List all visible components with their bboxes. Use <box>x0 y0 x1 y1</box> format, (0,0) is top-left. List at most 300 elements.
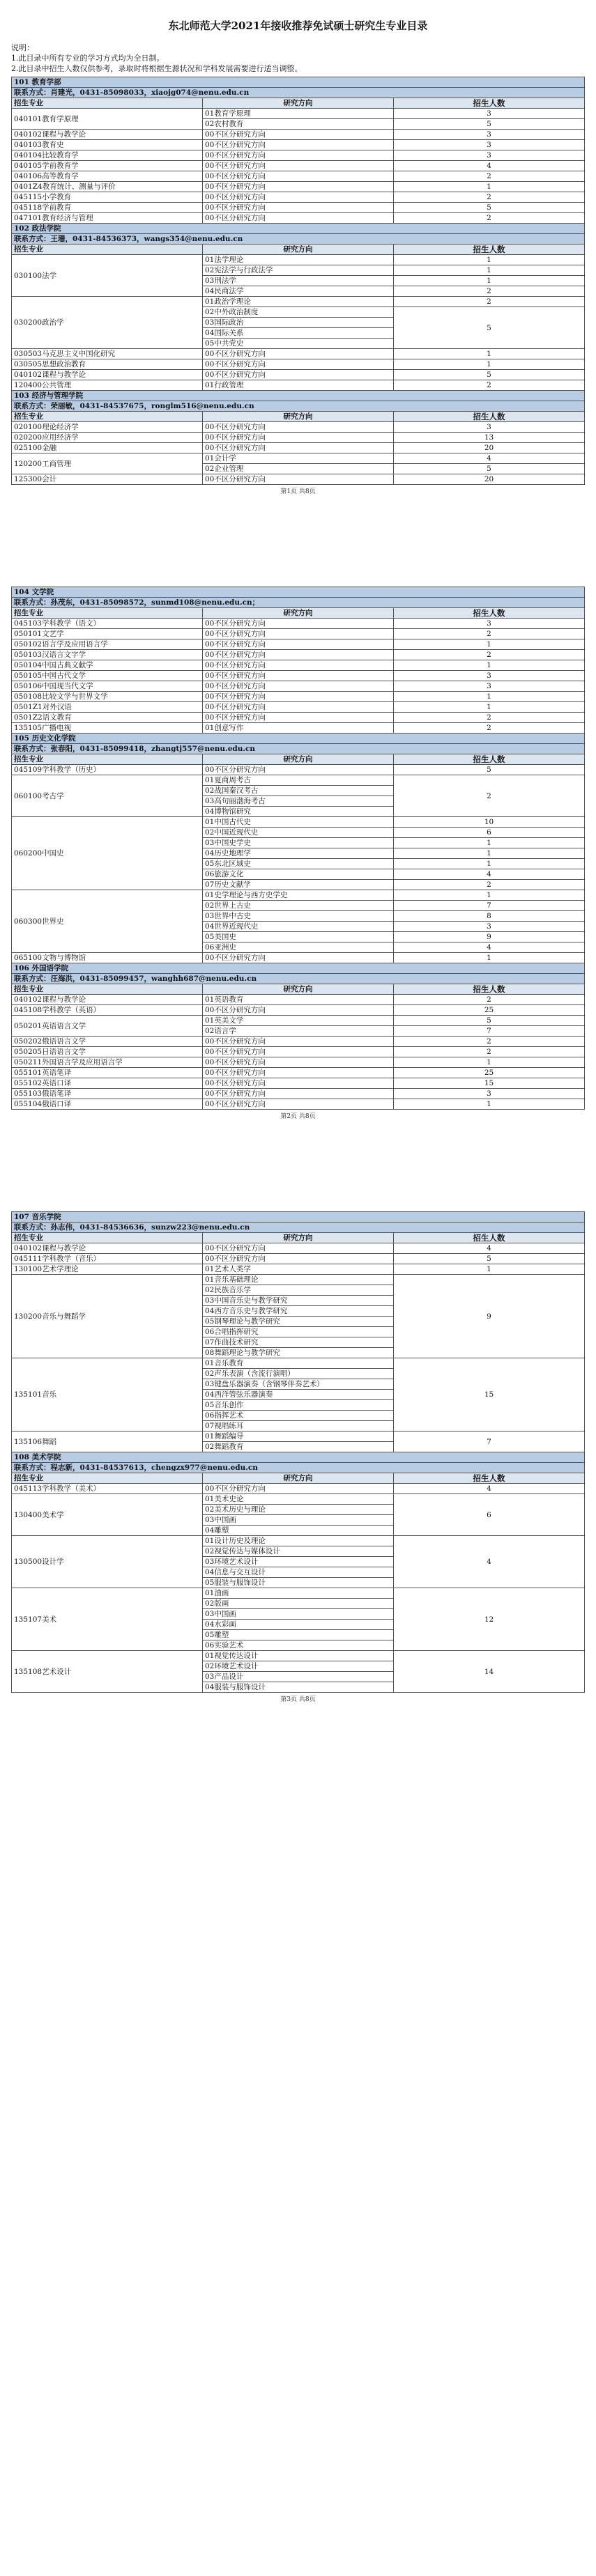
dept-row <box>12 391 585 401</box>
major-cell: 120400公共管理 <box>12 380 203 391</box>
direction-cell: 03环境艺术设计 <box>203 1557 394 1567</box>
table-row <box>12 453 585 464</box>
direction-cell: 00不区分研究方向 <box>203 1047 394 1057</box>
catalog-table <box>11 1211 585 1693</box>
count-cell: 2 <box>394 380 585 391</box>
count-cell: 2 <box>394 213 585 224</box>
count-cell: 3 <box>394 671 585 681</box>
count-cell: 4 <box>394 453 585 464</box>
table-row <box>12 203 585 213</box>
count-cell: 1 <box>394 276 585 286</box>
direction-cell: 04博物馆研究 <box>203 807 394 817</box>
direction-cell: 00不区分研究方向 <box>203 1243 394 1254</box>
count-cell: 5 <box>394 1016 585 1026</box>
direction-cell: 03中国音乐史与教学研究 <box>203 1296 394 1306</box>
major-cell: 055103俄语笔译 <box>12 1089 203 1099</box>
major-cell: 050105中国古代文学 <box>12 671 203 681</box>
dept-row <box>12 1212 585 1223</box>
table-header-row <box>12 1233 585 1243</box>
major-cell: 040102课程与教学论 <box>12 370 203 380</box>
document-title: 东北师范大学2021年接收推荐免试硕士研究生专业目录 <box>168 20 428 32</box>
header-direction: 研究方向 <box>203 984 394 995</box>
major-cell: 120200工商管理 <box>12 453 203 474</box>
dept-row <box>12 77 585 88</box>
count-cell: 8 <box>394 911 585 922</box>
direction-cell: 05美国史 <box>203 932 394 942</box>
major-cell: 130400美术学 <box>12 1494 203 1536</box>
direction-cell: 07历史文献学 <box>203 880 394 890</box>
direction-cell: 01法学理论 <box>203 255 394 265</box>
table-row <box>12 380 585 391</box>
major-cell: 050104中国古典文献学 <box>12 660 203 671</box>
count-cell: 7 <box>394 1431 585 1452</box>
count-cell: 2 <box>394 1047 585 1057</box>
count-cell: 3 <box>394 109 585 119</box>
direction-cell: 00不区分研究方向 <box>203 1089 394 1099</box>
major-cell: 050202俄语语言文学 <box>12 1037 203 1047</box>
table-row <box>12 255 585 265</box>
table-row <box>12 1358 585 1369</box>
count-cell: 4 <box>394 1536 585 1588</box>
table-row <box>12 1431 585 1442</box>
table-row <box>12 1264 585 1275</box>
direction-cell: 00不区分研究方向 <box>203 474 394 485</box>
header-direction: 研究方向 <box>203 245 394 255</box>
direction-cell: 00不区分研究方向 <box>203 692 394 702</box>
major-cell: 050103汉语言文字学 <box>12 650 203 660</box>
count-cell: 1 <box>394 255 585 265</box>
count-cell: 5 <box>394 203 585 213</box>
major-cell: 045115小学教育 <box>12 192 203 203</box>
count-cell: 2 <box>394 713 585 723</box>
header-direction: 研究方向 <box>203 412 394 422</box>
direction-cell: 06旅游文化 <box>203 869 394 880</box>
direction-cell: 00不区分研究方向 <box>203 370 394 380</box>
dept-name: 101 教育学部 <box>12 77 585 88</box>
contact-row <box>12 401 585 412</box>
table-row <box>12 671 585 681</box>
direction-cell: 06指挥艺术 <box>203 1411 394 1421</box>
count-cell: 1 <box>394 838 585 848</box>
count-cell: 5 <box>394 464 585 474</box>
table-row <box>12 639 585 650</box>
count-cell: 13 <box>394 433 585 443</box>
major-cell: 135101音乐 <box>12 1358 203 1431</box>
table-row <box>12 1243 585 1254</box>
note-line: 1.此目录中所有专业的学习方式均为全日制。 <box>11 54 165 63</box>
count-cell: 10 <box>394 817 585 828</box>
count-cell: 3 <box>394 140 585 150</box>
direction-cell: 02中国近现代史 <box>203 828 394 838</box>
major-cell: 050201英语语言文学 <box>12 1016 203 1037</box>
direction-cell: 01教育学原理 <box>203 109 394 119</box>
count-cell: 6 <box>394 828 585 838</box>
direction-cell: 02美术历史与理论 <box>203 1505 394 1515</box>
table-row <box>12 681 585 692</box>
direction-cell: 02宪法学与行政法学 <box>203 265 394 276</box>
direction-cell: 03中国史学史 <box>203 838 394 848</box>
header-count: 招生人数 <box>394 98 585 109</box>
table-row <box>12 1651 585 1661</box>
catalog-table <box>11 587 585 1110</box>
count-cell: 2 <box>394 1037 585 1047</box>
count-cell: 6 <box>394 1494 585 1536</box>
direction-cell: 02企业管理 <box>203 464 394 474</box>
dept-contact: 联系方式：程志新，0431-84537613，chengzx977@nenu.edu.cn <box>12 1463 585 1473</box>
contact-row <box>12 1463 585 1473</box>
direction-cell: 03产品设计 <box>203 1672 394 1682</box>
direction-cell: 02语言学 <box>203 1026 394 1037</box>
count-cell: 2 <box>394 775 585 817</box>
table-row <box>12 995 585 1005</box>
count-cell: 4 <box>394 161 585 171</box>
count-cell: 14 <box>394 1651 585 1693</box>
table-row <box>12 1089 585 1099</box>
header-major: 招生专业 <box>12 412 203 422</box>
count-cell: 1 <box>394 349 585 359</box>
direction-cell: 01中国古代史 <box>203 817 394 828</box>
catalog-pages <box>11 77 585 1707</box>
count-cell: 2 <box>394 286 585 297</box>
direction-cell: 03刑法学 <box>203 276 394 286</box>
direction-cell: 01英美文学 <box>203 1016 394 1026</box>
contact-row <box>12 744 585 754</box>
direction-cell: 00不区分研究方向 <box>203 671 394 681</box>
header-major: 招生专业 <box>12 1473 203 1484</box>
direction-cell: 04西洋管弦乐器演奏 <box>203 1390 394 1400</box>
count-cell: 1 <box>394 953 585 963</box>
direction-cell: 00不区分研究方向 <box>203 1099 394 1110</box>
major-cell: 040102课程与教学论 <box>12 995 203 1005</box>
major-cell: 040104比较教育学 <box>12 150 203 161</box>
table-row <box>12 161 585 171</box>
direction-cell: 01音乐教育 <box>203 1358 394 1369</box>
table-header-row <box>12 98 585 109</box>
header-major: 招生专业 <box>12 754 203 765</box>
table-row <box>12 130 585 140</box>
table-row <box>12 422 585 433</box>
direction-cell: 00不区分研究方向 <box>203 433 394 443</box>
count-cell: 2 <box>394 723 585 734</box>
table-row <box>12 650 585 660</box>
major-cell: 135106舞蹈 <box>12 1431 203 1452</box>
note-line: 2.此目录中招生人数仅供参考，录取时将根据生源状况和学科发展需要进行适当调整。 <box>11 64 303 73</box>
dept-contact: 联系方式：王珊，0431-84536373，wangs354@nenu.edu.cn <box>12 234 585 245</box>
page-footer: 第3页 共8页 <box>280 1696 316 1703</box>
major-cell: 135107美术 <box>12 1588 203 1651</box>
major-cell: 130500设计学 <box>12 1536 203 1588</box>
count-cell: 5 <box>394 1254 585 1264</box>
table-row <box>12 619 585 629</box>
count-cell: 1 <box>394 660 585 671</box>
major-cell: 050211外国语言学及应用语言学 <box>12 1057 203 1068</box>
count-cell: 2 <box>394 880 585 890</box>
direction-cell: 04水彩画 <box>203 1620 394 1630</box>
direction-cell: 04信息与交互设计 <box>203 1567 394 1578</box>
direction-cell: 00不区分研究方向 <box>203 359 394 370</box>
direction-cell: 00不区分研究方向 <box>203 130 394 140</box>
dept-name: 106 外国语学院 <box>12 963 585 974</box>
direction-cell: 04民商法学 <box>203 286 394 297</box>
direction-cell: 00不区分研究方向 <box>203 619 394 629</box>
direction-cell: 03中国画 <box>203 1515 394 1526</box>
major-cell: 055104俄语口译 <box>12 1099 203 1110</box>
count-cell: 1 <box>394 890 585 901</box>
direction-cell: 03国际政治 <box>203 318 394 328</box>
direction-cell: 03高句丽渤海考古 <box>203 796 394 807</box>
direction-cell: 00不区分研究方向 <box>203 443 394 453</box>
header-direction: 研究方向 <box>203 754 394 765</box>
table-row <box>12 702 585 713</box>
major-cell: 040106高等教育学 <box>12 171 203 182</box>
header-direction: 研究方向 <box>203 1473 394 1484</box>
major-cell: 030505思想政治教育 <box>12 359 203 370</box>
major-cell: 050108比较文学与世界文学 <box>12 692 203 702</box>
count-cell: 5 <box>394 765 585 775</box>
count-cell: 5 <box>394 307 585 349</box>
major-cell: 030100法学 <box>12 255 203 297</box>
dept-name: 105 历史文化学院 <box>12 734 585 744</box>
dept-row <box>12 587 585 598</box>
count-cell: 9 <box>394 932 585 942</box>
major-cell: 050102语言学及应用语言学 <box>12 639 203 650</box>
direction-cell: 03中国画 <box>203 1609 394 1620</box>
table-row <box>12 775 585 786</box>
table-row <box>12 1588 585 1599</box>
dept-name: 102 政法学院 <box>12 224 585 234</box>
notes <box>11 42 585 74</box>
page-gap <box>11 499 585 587</box>
major-cell: 050205日语语言文学 <box>12 1047 203 1057</box>
dept-contact: 联系方式：张春阳，0431-85099418，zhangtj557@nenu.edu.cn <box>12 744 585 754</box>
table-row <box>12 1078 585 1089</box>
direction-cell: 01英语教育 <box>203 995 394 1005</box>
count-cell: 3 <box>394 922 585 932</box>
table-row <box>12 629 585 639</box>
count-cell: 9 <box>394 1275 585 1358</box>
direction-cell: 00不区分研究方向 <box>203 1484 394 1494</box>
major-cell: 020100理论经济学 <box>12 422 203 433</box>
contact-row <box>12 974 585 984</box>
major-cell: 130100艺术学理论 <box>12 1264 203 1275</box>
contact-row <box>12 598 585 608</box>
direction-cell: 01美术史论 <box>203 1494 394 1505</box>
direction-cell: 00不区分研究方向 <box>203 349 394 359</box>
direction-cell: 00不区分研究方向 <box>203 140 394 150</box>
contact-row <box>12 1223 585 1233</box>
count-cell: 4 <box>394 1484 585 1494</box>
major-cell: 130200音乐与舞蹈学 <box>12 1275 203 1358</box>
major-cell: 045109学科教学（历史） <box>12 765 203 775</box>
direction-cell: 00不区分研究方向 <box>203 1057 394 1068</box>
page-footer: 第2页 共8页 <box>280 1113 316 1120</box>
direction-cell: 04服装与服饰设计 <box>203 1682 394 1693</box>
direction-cell: 04历史地理学 <box>203 848 394 859</box>
direction-cell: 01艺术人类学 <box>203 1264 394 1275</box>
table-row <box>12 1016 585 1026</box>
direction-cell: 02舞蹈教育 <box>203 1442 394 1452</box>
page-gap <box>11 1124 585 1211</box>
major-cell: 055101英语笔译 <box>12 1068 203 1078</box>
major-cell: 045108学科教学（英语） <box>12 1005 203 1016</box>
direction-cell: 01行政管理 <box>203 380 394 391</box>
direction-cell: 00不区分研究方向 <box>203 213 394 224</box>
direction-cell: 01舞蹈编导 <box>203 1431 394 1442</box>
table-header-row <box>12 1473 585 1484</box>
direction-cell: 06亚洲史 <box>203 942 394 953</box>
major-cell: 045111学科教学（音乐） <box>12 1254 203 1264</box>
direction-cell: 02版画 <box>203 1599 394 1609</box>
direction-cell: 01会计学 <box>203 453 394 464</box>
count-cell: 2 <box>394 995 585 1005</box>
dept-name: 107 音乐学院 <box>12 1212 585 1223</box>
direction-cell: 02世界上古史 <box>203 901 394 911</box>
contact-row <box>12 88 585 98</box>
major-cell: 040101教育学原理 <box>12 109 203 130</box>
count-cell: 15 <box>394 1078 585 1089</box>
count-cell: 4 <box>394 1243 585 1254</box>
count-cell: 2 <box>394 297 585 307</box>
major-cell: 135105广播电视 <box>12 723 203 734</box>
major-cell: 040103教育史 <box>12 140 203 150</box>
count-cell: 3 <box>394 619 585 629</box>
table-row <box>12 370 585 380</box>
direction-cell: 01设计历史及理论 <box>203 1536 394 1546</box>
direction-cell: 03世界中古史 <box>203 911 394 922</box>
dept-contact: 联系方式：肖建光，0431-85098033，xiaojg074@nenu.edu.cn <box>12 88 585 98</box>
direction-cell: 05服装与服饰设计 <box>203 1578 394 1588</box>
table-row <box>12 349 585 359</box>
count-cell: 2 <box>394 650 585 660</box>
table-row <box>12 171 585 182</box>
table-row <box>12 723 585 734</box>
table-row <box>12 1057 585 1068</box>
dept-name: 103 经济与管理学院 <box>12 391 585 401</box>
direction-cell: 02民族音乐学 <box>203 1285 394 1296</box>
direction-cell: 00不区分研究方向 <box>203 629 394 639</box>
table-row <box>12 297 585 307</box>
table-row <box>12 182 585 192</box>
header-count: 招生人数 <box>394 608 585 619</box>
major-cell: 045103学科教学（语文） <box>12 619 203 629</box>
table-row <box>12 765 585 775</box>
direction-cell: 00不区分研究方向 <box>203 182 394 192</box>
major-cell: 060100考古学 <box>12 775 203 817</box>
direction-cell: 00不区分研究方向 <box>203 681 394 692</box>
direction-cell: 00不区分研究方向 <box>203 1037 394 1047</box>
count-cell: 1 <box>394 1057 585 1068</box>
dept-contact: 联系方式：孙志伟，0431-84536636，sunzw223@nenu.edu.cn <box>12 1223 585 1233</box>
count-cell: 20 <box>394 443 585 453</box>
table-row <box>12 692 585 702</box>
count-cell: 1 <box>394 702 585 713</box>
header-count: 招生人数 <box>394 754 585 765</box>
direction-cell: 00不区分研究方向 <box>203 171 394 182</box>
table-row <box>12 109 585 119</box>
direction-cell: 01音乐基础理论 <box>203 1275 394 1285</box>
table-row <box>12 1494 585 1505</box>
count-cell: 1 <box>394 639 585 650</box>
direction-cell: 01政治学理论 <box>203 297 394 307</box>
table-row <box>12 433 585 443</box>
direction-cell: 00不区分研究方向 <box>203 1254 394 1264</box>
major-cell: 025100金融 <box>12 443 203 453</box>
count-cell: 1 <box>394 848 585 859</box>
dept-contact: 联系方式：荣丽敏，0431-84537675，ronglm516@nenu.edu.cn <box>12 401 585 412</box>
dept-row <box>12 1452 585 1463</box>
catalog-table <box>11 77 585 485</box>
table-row <box>12 1037 585 1047</box>
count-cell: 3 <box>394 150 585 161</box>
header-count: 招生人数 <box>394 245 585 255</box>
direction-cell: 02中外政治制度 <box>203 307 394 318</box>
direction-cell: 04雕塑 <box>203 1526 394 1536</box>
direction-cell: 06合唱指挥研究 <box>203 1327 394 1337</box>
count-cell: 1 <box>394 265 585 276</box>
major-cell: 065100文物与博物馆 <box>12 953 203 963</box>
major-cell: 0401Z4教育统计、测量与评价 <box>12 182 203 192</box>
table-row <box>12 140 585 150</box>
direction-cell: 00不区分研究方向 <box>203 203 394 213</box>
table-row <box>12 1536 585 1546</box>
header-major: 招生专业 <box>12 984 203 995</box>
header-count: 招生人数 <box>394 1473 585 1484</box>
major-cell: 060300世界史 <box>12 890 203 953</box>
table-row <box>12 192 585 203</box>
count-cell: 1 <box>394 182 585 192</box>
direction-cell: 00不区分研究方向 <box>203 639 394 650</box>
direction-cell: 05音乐创作 <box>203 1400 394 1411</box>
table-row <box>12 1005 585 1016</box>
dept-contact: 联系方式：孙茂东，0431-85098572，sunmd108@nenu.edu.cn； <box>12 598 585 608</box>
direction-cell: 05钢琴理论与教学研究 <box>203 1317 394 1327</box>
table-row <box>12 953 585 963</box>
major-cell: 125300会计 <box>12 474 203 485</box>
direction-cell: 01夏商周考古 <box>203 775 394 786</box>
count-cell: 1 <box>394 692 585 702</box>
direction-cell: 04世界近现代史 <box>203 922 394 932</box>
table-header-row <box>12 754 585 765</box>
count-cell: 1 <box>394 1264 585 1275</box>
dept-name: 108 美术学院 <box>12 1452 585 1463</box>
table-row <box>12 890 585 901</box>
count-cell: 3 <box>394 130 585 140</box>
table-header-row <box>12 608 585 619</box>
direction-cell: 05中共党史 <box>203 339 394 349</box>
direction-cell: 07作曲技术研究 <box>203 1337 394 1348</box>
count-cell: 2 <box>394 629 585 639</box>
direction-cell: 05雕塑 <box>203 1630 394 1640</box>
count-cell: 3 <box>394 422 585 433</box>
direction-cell: 01油画 <box>203 1588 394 1599</box>
table-row <box>12 474 585 485</box>
count-cell: 1 <box>394 359 585 370</box>
count-cell: 2 <box>394 192 585 203</box>
dept-contact: 联系方式：汪海洪，0431-85099457，wanghh687@nenu.edu.cn <box>12 974 585 984</box>
contact-row <box>12 234 585 245</box>
major-cell: 0501Z2语文教育 <box>12 713 203 723</box>
count-cell: 2 <box>394 171 585 182</box>
major-cell: 040102课程与教学论 <box>12 130 203 140</box>
direction-cell: 00不区分研究方向 <box>203 161 394 171</box>
direction-cell: 00不区分研究方向 <box>203 1005 394 1016</box>
direction-cell: 02战国秦汉考古 <box>203 786 394 796</box>
table-row <box>12 1275 585 1285</box>
header-direction: 研究方向 <box>203 608 394 619</box>
dept-name: 104 文学院 <box>12 587 585 598</box>
direction-cell: 01创意写作 <box>203 723 394 734</box>
notes-heading: 说明： <box>11 43 34 52</box>
